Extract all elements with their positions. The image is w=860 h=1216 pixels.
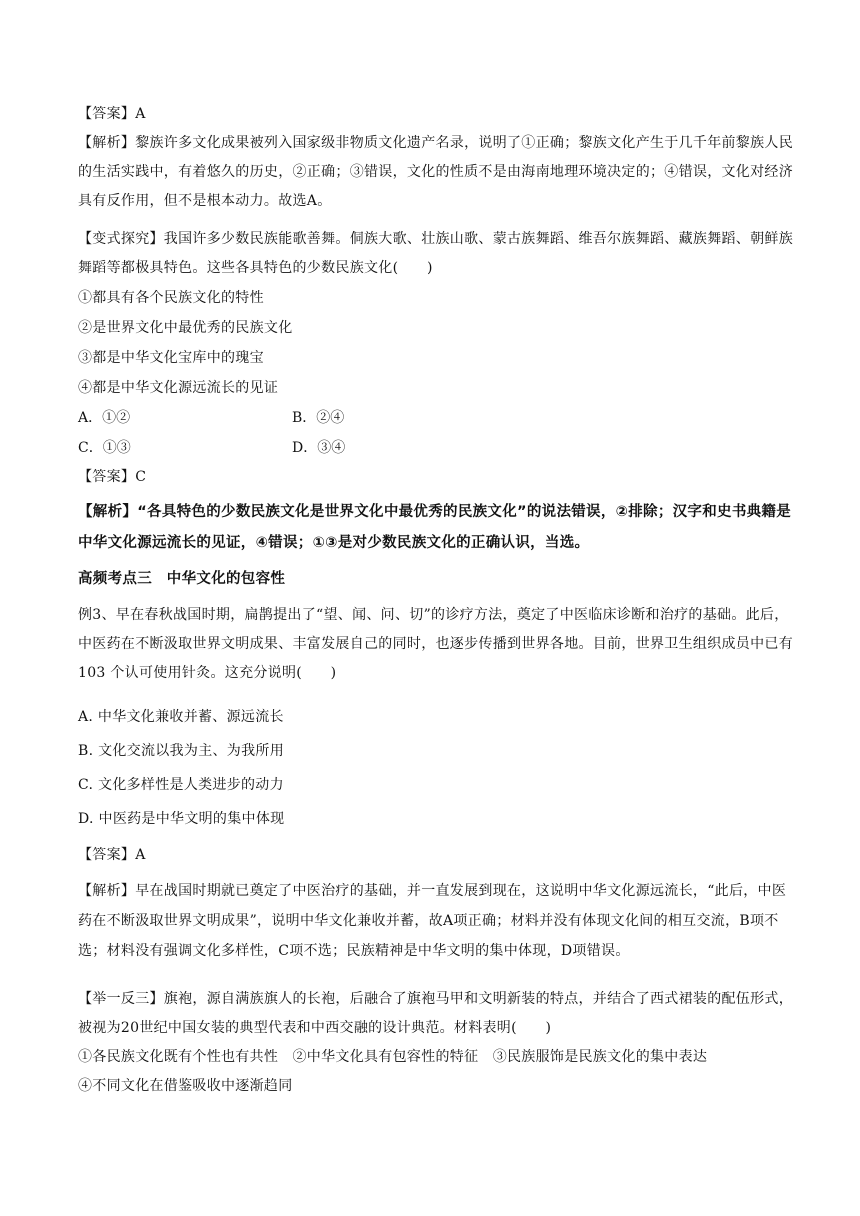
question-paragraph: 【举一反三】旗袍，源自满族旗人的长袍，后融合了旗袍马甲和文明新装的特点，并结合了西式裙装的配伍形式，被视为20世纪中国女装的典型代表和中西交融的设计典范。材料表明( ) — [78, 991, 793, 1036]
analysis-paragraph: 【解析】早在战国时期就已奠定了中医治疗的基础，并一直发展到现在，这说明中华文化源远流长，“此后，中医药在不断汲取世界文明成果”，说明中华文化兼收并蓄，故A项正确；材料并没有体现文化间的相互交流，B项不选；材料没有强调文化多样性，C项不选；民族精神是中华文明的集中体现，D项错误。 — [78, 883, 787, 959]
option-a: A. 中华文化兼收并蓄、源远流长 — [78, 709, 284, 725]
statement-item: ③都是中华文化宝库中的瑰宝 — [78, 350, 264, 366]
analysis-paragraph: 【解析】“各具特色的少数民族文化是世界文化中最优秀的民族文化”的说法错误，②排除；汉字和史书典籍是中华文化源远流长的见证，④错误；①③是对少数民族文化的正确认识，当选。 — [78, 504, 792, 551]
question-paragraph: 【变式探究】我国许多少数民族能歌善舞。侗族大歌、壮族山歌、蒙古族舞蹈、维吾尔族舞蹈、藏族舞蹈、朝鲜族舞蹈等都极具特色。这些各具特色的少数民族文化( ) — [78, 231, 793, 276]
option-d: D．③④ — [292, 440, 346, 456]
statement-line: ④不同文化在借鉴吸收中逐渐趋同 — [78, 1078, 293, 1094]
statement-line: ①各民族文化既有个性也有共性 ②中华文化具有包容性的特征 ③民族服饰是民族文化的集中表达 — [78, 1049, 708, 1065]
option-b: B. 文化交流以我为主、为我所用 — [78, 743, 284, 759]
option-a: A．①② — [78, 410, 131, 426]
section-heading: 高频考点三 中华文化的包容性 — [78, 571, 286, 587]
option-c: C．①③ — [78, 440, 131, 456]
option-b: B．②④ — [292, 410, 345, 426]
option-d: D. 中医药是中华文明的集中体现 — [78, 811, 285, 827]
answer-label: 【答案】A — [78, 847, 146, 863]
statement-item: ①都具有各个民族文化的特性 — [78, 290, 264, 306]
option-c: C. 文化多样性是人类进步的动力 — [78, 777, 284, 793]
statement-item: ④都是中华文化源远流长的见证 — [78, 380, 279, 396]
question-paragraph: 例3、早在春秋战国时期，扁鹊提出了“望、闻、问、切”的诊疗方法，奠定了中医临床诊断和治疗的基础。此后，中医药在不断汲取世界文明成果、丰富发展自己的同时，也逐步传播到世界各地。目前，世界卫生组织成员中已有 103 个认可使用针灸。这充分说明( ) — [78, 607, 798, 681]
analysis-paragraph: 【解析】黎族许多文化成果被列入国家级非物质文化遗产名录，说明了①正确；黎族文化产生于几千年前黎族人民的生活实践中，有着悠久的历史，②正确；③错误，文化的性质不是由海南地理环境决定的；④错误，文化对经济具有反作用，但不是根本动力。故选A。 — [78, 135, 793, 209]
answer-label: 【答案】A — [78, 106, 146, 122]
answer-label: 【答案】C — [78, 469, 147, 485]
statement-item: ②是世界文化中最优秀的民族文化 — [78, 320, 293, 336]
